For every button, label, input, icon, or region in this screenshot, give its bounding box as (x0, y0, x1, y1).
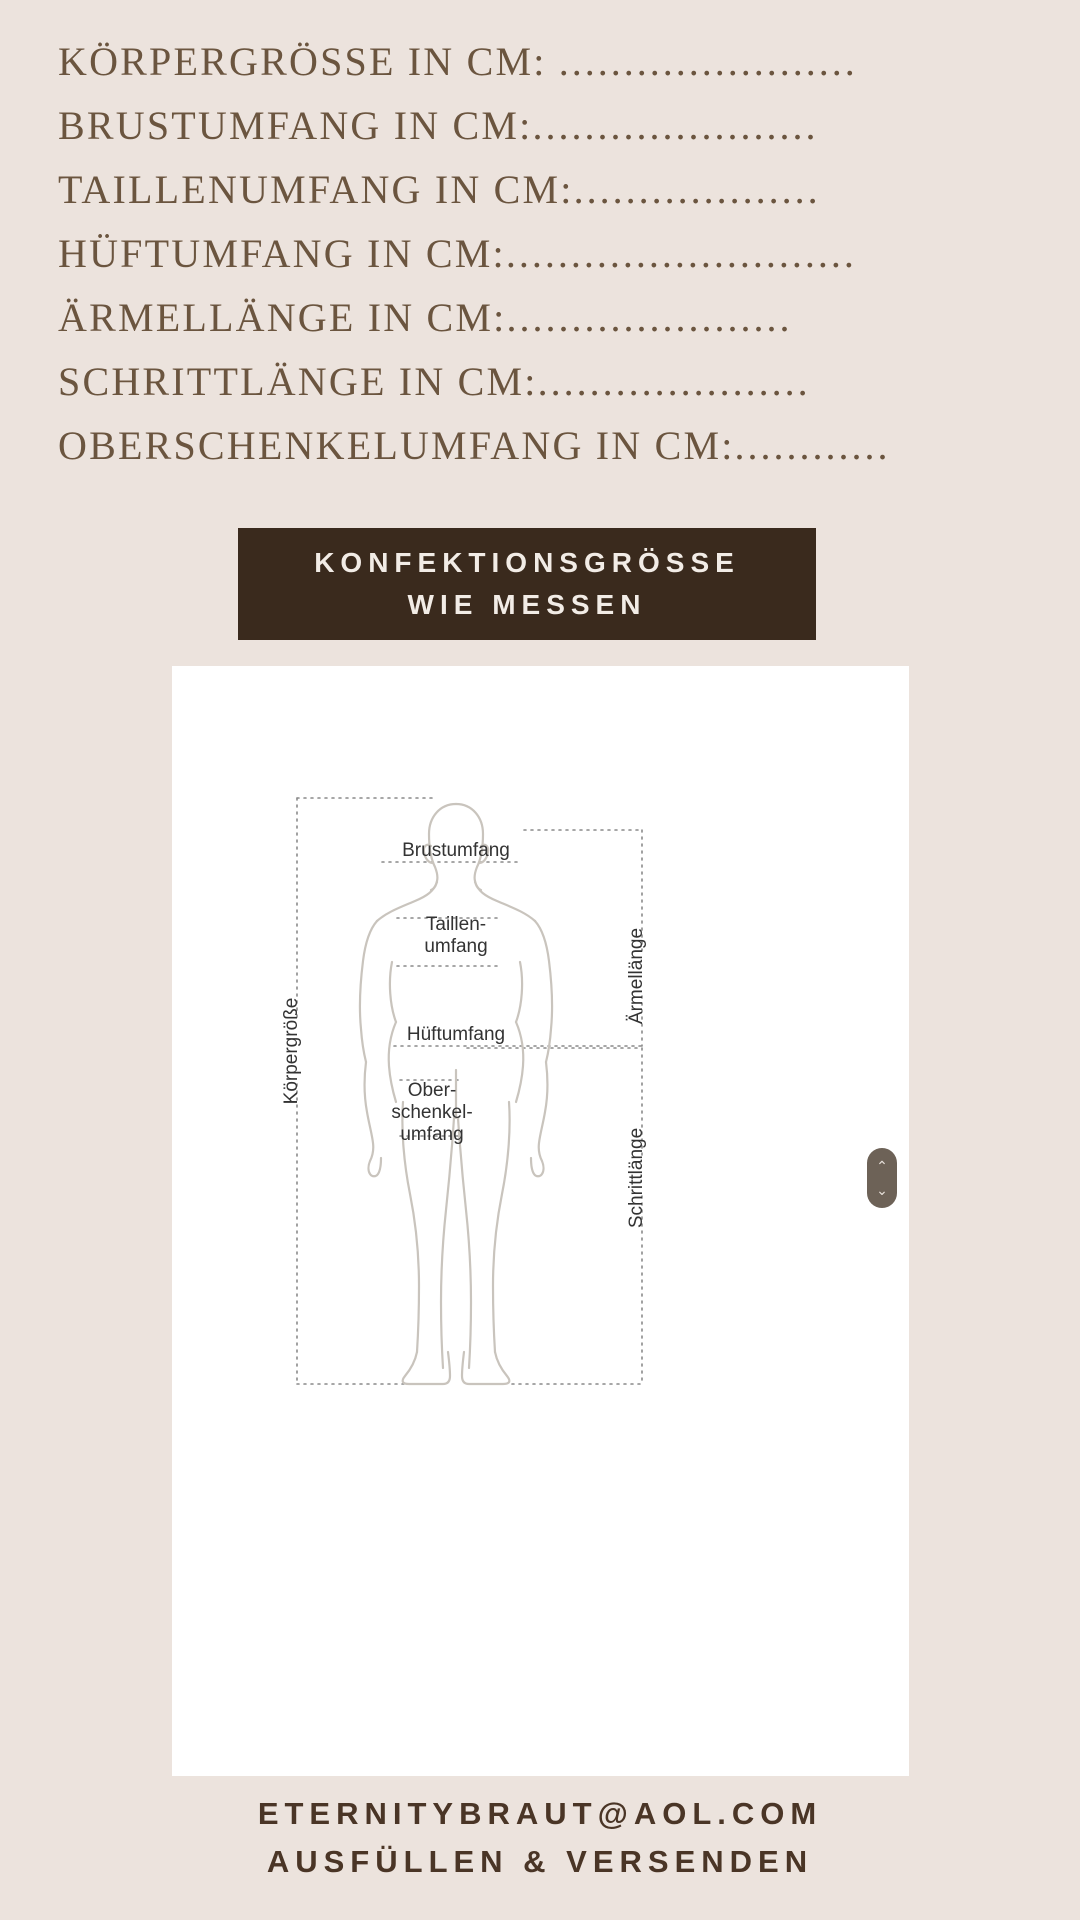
measurement-row (58, 350, 1018, 414)
measurement-dots: ............ (734, 423, 891, 468)
size-guide-banner[interactable] (238, 528, 816, 640)
footer (0, 1790, 1080, 1886)
measurement-dots: ...................... (532, 103, 819, 148)
measurement-label: TAILLENUMFANG IN CM: (58, 167, 574, 212)
body-measurement-diagram (172, 666, 909, 1776)
label-hip: Hüftumfang (406, 1024, 506, 1045)
banner-subtitle: WIE MESSEN (407, 589, 647, 620)
measurement-dots: ................... (573, 167, 821, 212)
label-height: Körpergröße (281, 997, 302, 1105)
footer-action[interactable]: AUSFÜLLEN & VERSENDEN (266, 1844, 814, 1879)
label-bust: Brustumfang (402, 840, 510, 861)
label-sleeve: Ärmellänge (626, 927, 647, 1025)
measurement-label: HÜFTUMFANG IN CM: (58, 231, 506, 276)
banner-title: KONFEKTIONSGRÖSSE (314, 547, 740, 578)
measurement-label: OBERSCHENKELUMFANG IN CM: (58, 423, 735, 468)
label-thigh-line3: umfang (400, 1124, 464, 1145)
measurement-row (58, 286, 1018, 350)
measurement-row (58, 30, 1018, 94)
label-inseam: Schrittlänge (626, 1127, 647, 1229)
measurement-row (58, 94, 1018, 158)
measurement-label: BRUSTUMFANG IN CM: (58, 103, 533, 148)
measurement-row (58, 414, 1018, 478)
measurement-dots: ...................... (506, 295, 793, 340)
measurement-diagram-card (172, 666, 909, 1776)
measurement-dots: ........................... (505, 231, 857, 276)
label-waist-line1: Taillen- (425, 914, 487, 935)
measurement-row (58, 222, 1018, 286)
measurement-label: ÄRMELLÄNGE IN CM: (58, 295, 507, 340)
measurement-label: SCHRITTLÄNGE IN CM: (58, 359, 538, 404)
measurement-dots: ..................... (537, 359, 811, 404)
footer-email[interactable]: ETERNITYBRAUT@AOL.COM (257, 1796, 823, 1831)
scroll-stepper[interactable] (867, 1148, 897, 1208)
label-waist-line2: umfang (424, 936, 488, 957)
measurement-list (58, 30, 1018, 478)
measurement-label: KÖRPERGRÖSSE IN CM: (58, 39, 559, 84)
chevron-up-icon[interactable]: ⌃ (876, 1158, 888, 1174)
label-thigh-line2: schenkel- (391, 1102, 473, 1123)
measurement-row (58, 158, 1018, 222)
measurement-dots: ....................... (558, 39, 858, 84)
label-thigh-line1: Ober- (407, 1080, 457, 1101)
chevron-down-icon[interactable]: ⌄ (876, 1182, 888, 1198)
